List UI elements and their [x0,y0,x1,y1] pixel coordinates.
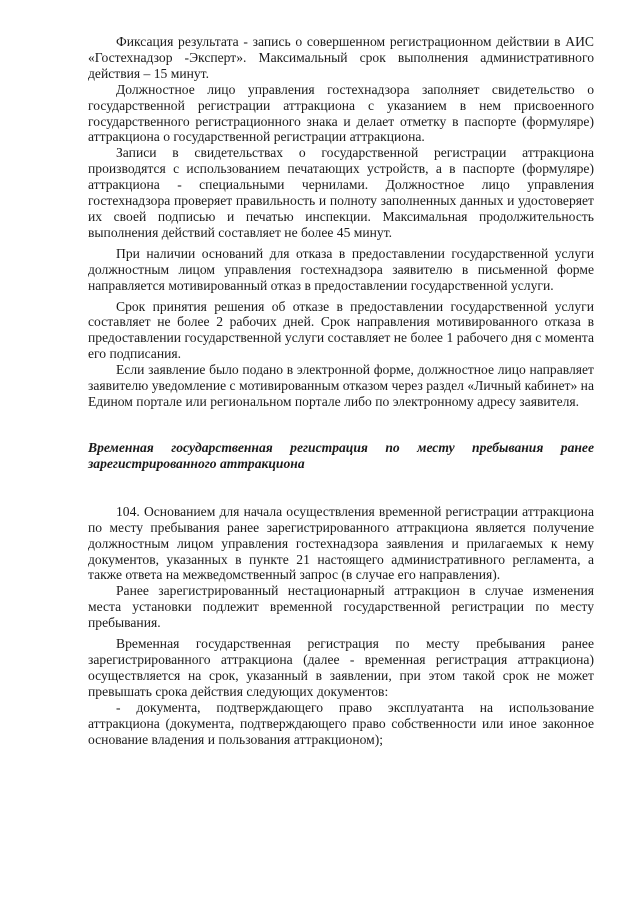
paragraph-certificate: Должностное лицо управления гостехнадзора заполняет свидетельство о государственной регистрации аттракциона с указанием в нем присвоенного государственного регистрационного знака и делает отметку в паспорте (формуляре) аттракциона о государственной регистрации аттракциона. [88,81,594,145]
paragraph-temporary-term: Временная государственная регистрация по месту пребывания ранее зарегистрированного аттракциона (далее - временная регистрация аттракциона) осуществляется на срок, указанный в заявлении, при этом такой срок не может превышать срока действия следующих документов: [88,636,594,699]
paragraph-mobile-attraction: Ранее зарегистрированный нестационарный аттракцион в случае изменения места установки подлежит временной государственной регистрации по месту пребывания. [88,583,594,631]
paragraph-records: Записи в свидетельствах о государственной регистрации аттракциона производятся с использованием печатающих устройств, а в паспорте (формуляре) аттракциона - специальными чернилами. Должностное лицо управления гостехнадзора проверяет правильность и полноту заполненных данных и удостоверяет их своей подписью и печатью инспекции. Максимальная продолжительность выполнения действий составляет не более 45 минут. [88,145,594,240]
section-heading: Временная государственная регистрация по месту пребывания ранее зарегистрированного аттракциона [88,439,594,471]
paragraph-document-list-item: - документа, подтверждающего право эксплуатанта на использование аттракциона (документа, подтверждающего право собственности или иное законное основание владения и пользования аттракционом); [88,699,594,747]
paragraph-104: 104. Основанием для начала осуществления временной регистрации аттракциона по месту пребывания ранее зарегистрированного аттракциона является получение должностным лицом управления гостехнадзора заявления и прилагаемых к нему документов, указанных в пункте 21 настоящего административного регламента, а также ответа на межведомственный запрос (в случае его направления). [88,503,594,583]
paragraph-electronic: Если заявление было подано в электронной форме, должностное лицо направляет заявителю уведомление с мотивированным отказом через раздел «Личный кабинет» на Едином портале или региональном портале либо по электронному адресу заявителя. [88,362,594,409]
paragraph-refusal: При наличии оснований для отказа в предоставлении государственной услуги должностным лицом управления гостехнадзора заявителю в письменной форме направляется мотивированный отказ в предоставлении государственной услуги. [88,245,594,293]
document-body [88,34,594,747]
paragraph-fixation: Фиксация результата - запись о совершенном регистрационном действии в АИС «Гостехнадзор -Эксперт». Максимальный срок выполнения административного действия – 15 минут. [88,34,594,81]
paragraph-refusal-term: Срок принятия решения об отказе в предоставлении государственной услуги составляет не более 2 рабочих дней. Срок направления мотивированного отказа в предоставлении государственной услуги составляет не более 1 рабочего дня с момента его подписания. [88,298,594,362]
spacer [88,472,594,504]
